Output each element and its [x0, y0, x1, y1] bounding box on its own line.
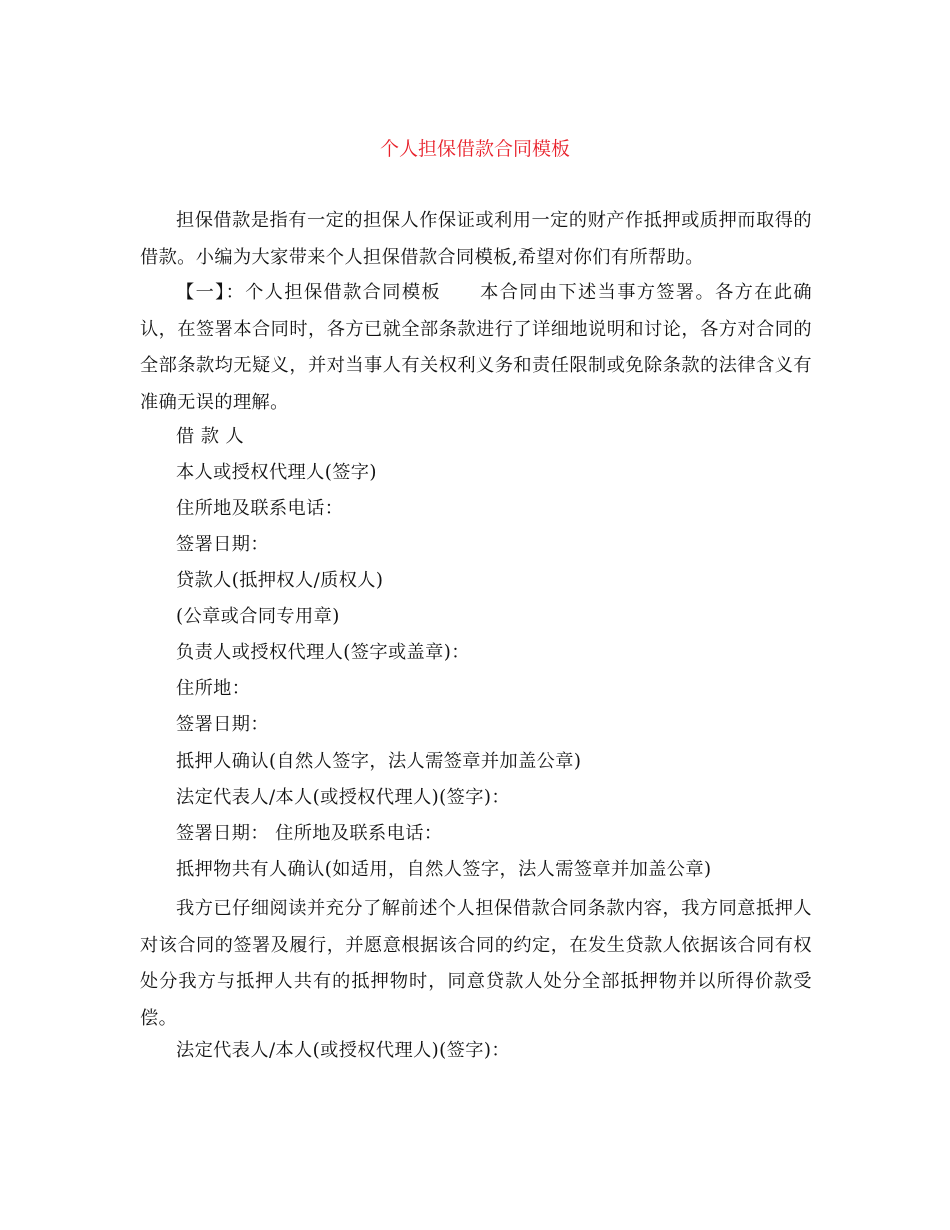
borrower-signature-line: 本人或授权代理人(签字) [176, 462, 377, 483]
document-title: 个人担保借款合同模板 [379, 138, 570, 160]
lender-date-line: 签署日期： [176, 714, 269, 735]
mortgagor-date-address-line: 签署日期： 住所地及联系电话： [176, 823, 443, 844]
intro-paragraph: 担保借款是指有一定的担保人作保证或利用一定的财产作抵押或质押而取得的借款。小编为大家带来个人担保借款合同模板,希望对你们有所帮助。 [140, 210, 812, 268]
co-owner-confirm-line: 抵押物共有人确认(如适用，自然人签字，法人需签章并加盖公章) [176, 859, 712, 880]
mortgagor-signature-line: 法定代表人/本人(或授权代理人)(签字)： [176, 787, 510, 808]
borrower-address-line: 住所地及联系电话： [176, 498, 344, 519]
lender-seal-line: (公章或合同专用章) [176, 606, 340, 627]
lender-signature-line: 负责人或授权代理人(签字或盖章)： [176, 642, 470, 663]
borrower-label: 借 款 人 [176, 426, 245, 447]
mortgagor-confirm-line: 抵押人确认(自然人签字，法人需签章并加盖公章) [176, 751, 582, 772]
borrower-date-line: 签署日期： [176, 534, 269, 555]
consent-paragraph: 我方已仔细阅读并充分了解前述个人担保借款合同条款内容，我方同意抵押人对该合同的签署及履行，并愿意根据该合同的约定，在发生贷款人依据该合同有权处分我方与抵押人共有的抵押物时，同意贷款人处分全部抵押物并以所得价款受偿。 [140, 898, 812, 1029]
section-one-paragraph: 【一】：个人担保借款合同模板 本合同由下述当事方签署。各方在此确认，在签署本合同时，各方已就全部条款进行了详细地说明和讨论，各方对合同的全部条款均无疑义，并对当事人有关权利义务和责任限制或免除条款的法律含义有准确无误的理解。 [140, 282, 812, 413]
final-signature-line: 法定代表人/本人(或授权代理人)(签字)： [176, 1040, 510, 1061]
lender-label: 贷款人(抵押权人/质权人) [176, 570, 384, 591]
lender-address-line: 住所地： [176, 678, 251, 699]
